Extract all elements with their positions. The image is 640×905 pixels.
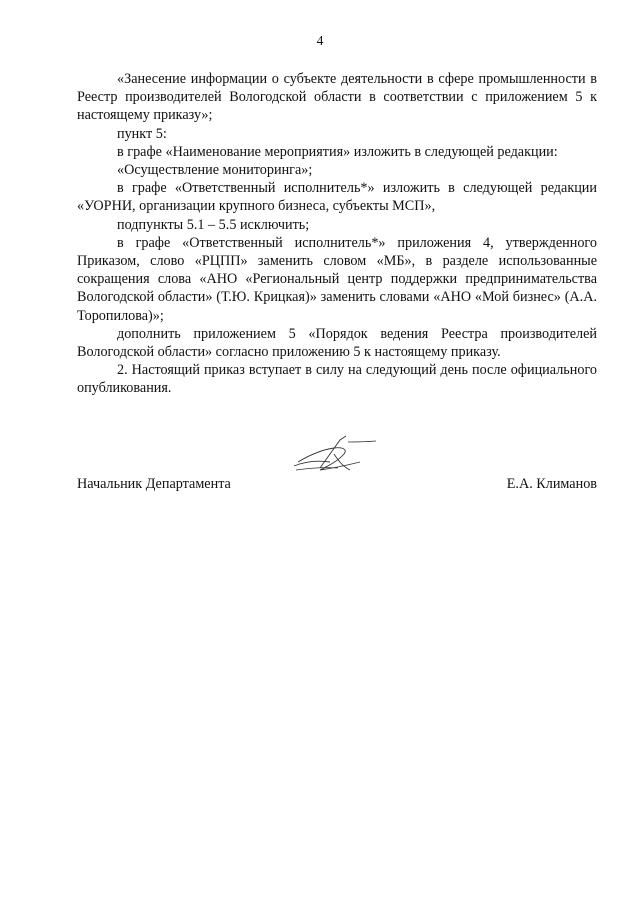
page-number: 4 <box>316 33 324 48</box>
paragraph-point-5: пункт 5: <box>117 125 167 142</box>
signature-block <box>77 475 597 495</box>
handwritten-signature <box>290 432 380 476</box>
paragraph-appendix-5-added: дополнить приложением 5 «Порядок ведения Реестра производителей Вологодской области» согласно приложению 5 к настоящему приказу. <box>77 325 597 361</box>
paragraph-registry-entry: «Занесение информации о субъекте деятельности в сфере промышленности в Реестр производителей Вологодской области в соответствии с приложением 5 к настоящему приказу»; <box>77 71 597 124</box>
signatory-position: Начальник Департамента <box>77 476 231 492</box>
signatory-name: Е.А. Климанов <box>506 476 597 492</box>
paragraph-monitoring: «Осуществление мониторинга»; <box>117 162 313 179</box>
document-body <box>77 70 597 398</box>
paragraph-subpoints-excluded: подпункты 5.1 – 5.5 исключить; <box>117 216 310 233</box>
paragraph-responsible-executor: в графе «Ответственный исполнитель*» изложить в следующей редакции «УОРНИ, организации крупного бизнеса, субъекты МСП», <box>77 180 597 215</box>
paragraph-event-name-column: в графе «Наименование мероприятия» изложить в следующей редакции: <box>117 143 558 160</box>
paragraph-effective-date: 2. Настоящий приказ вступает в силу на следующий день после официального опубликования. <box>77 362 597 397</box>
paragraph-appendix-4-changes: в графе «Ответственный исполнитель*» приложения 4, утвержденного Приказом, слово «РЦПП» заменить словом «МБ», в разделе использованные сокращения слова «АНО «Региональный центр поддержки предпринимательства Вологодской области» (Т.Ю. Крицкая)» заменить словами «АНО «Мой бизнес» (А.А. Торопилова)»; <box>77 234 597 324</box>
